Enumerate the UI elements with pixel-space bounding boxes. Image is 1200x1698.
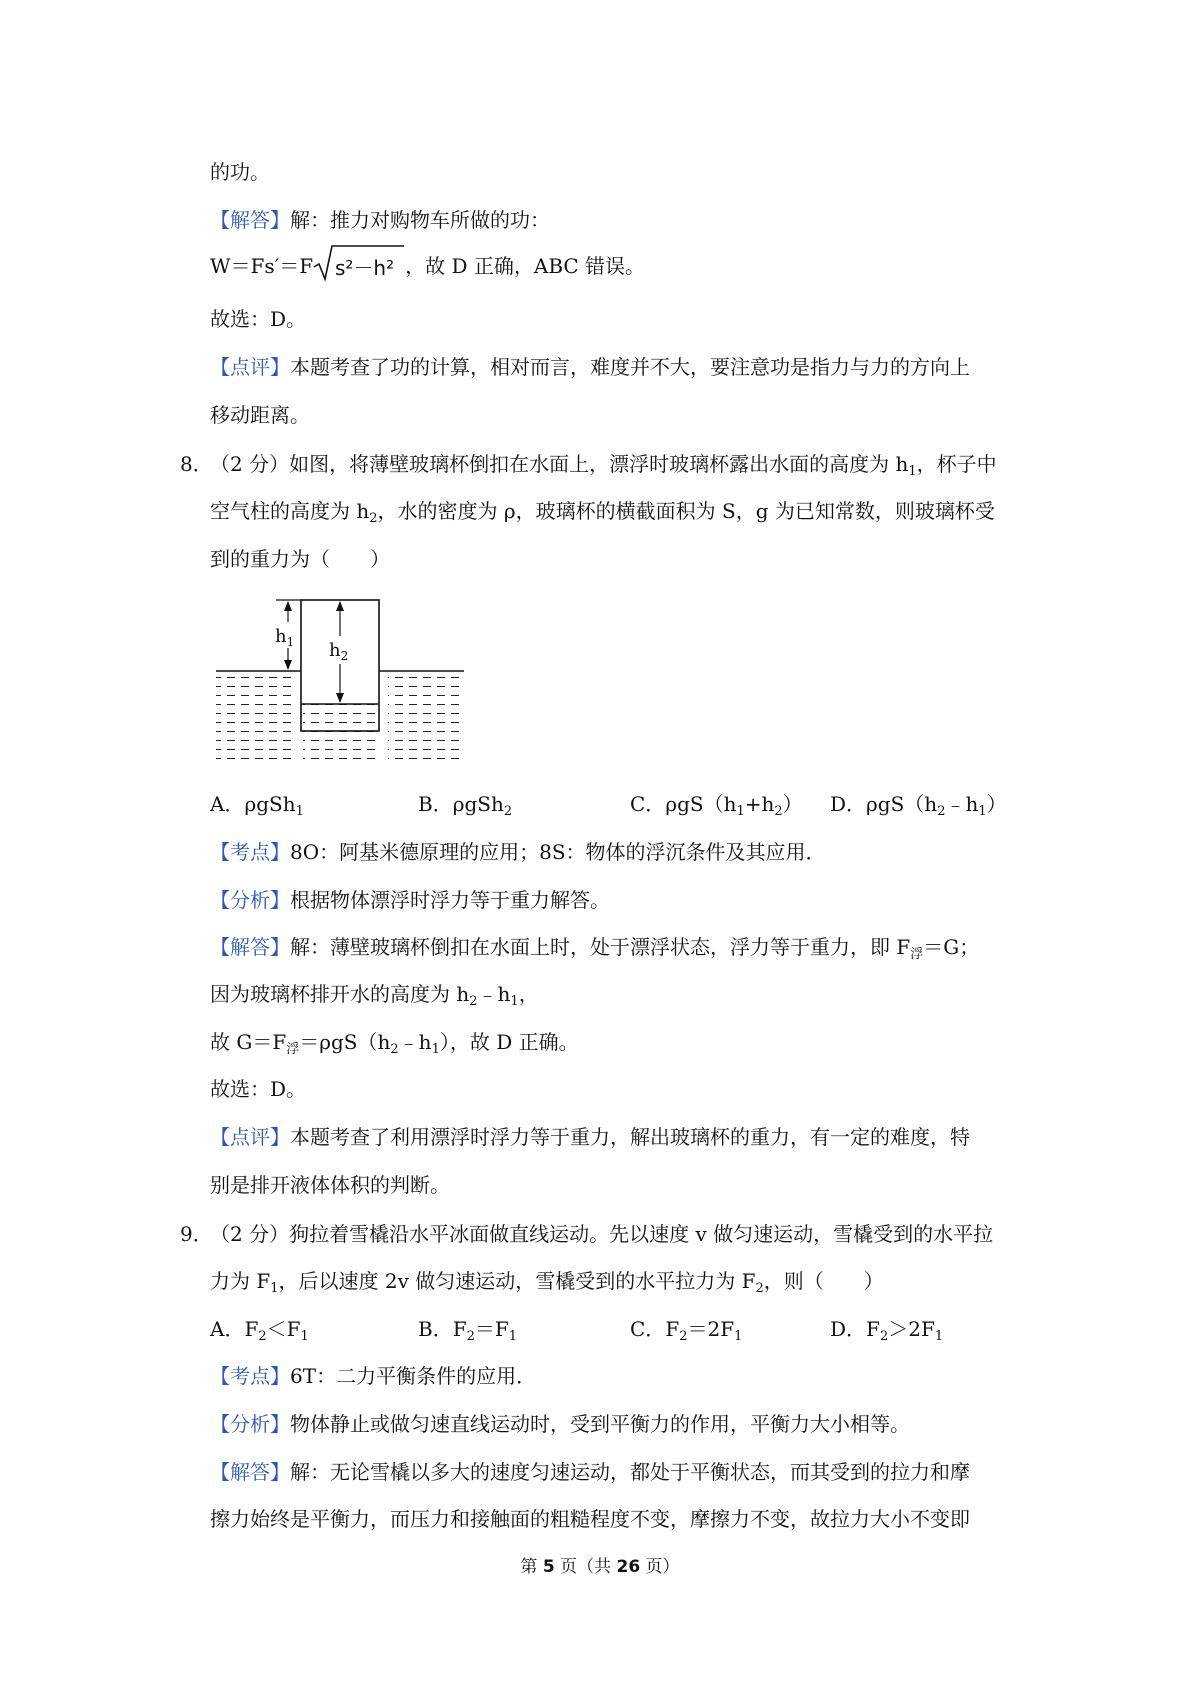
water-left: [216, 671, 292, 763]
review-tag: 【点评】: [210, 355, 290, 379]
stem-text: ，水的密度为 ρ，玻璃杯的横截面积为 S，g 为已知常数，则玻璃杯受: [377, 499, 995, 523]
analysis-tag: 【分析】: [210, 888, 290, 912]
q9-answer-2: 擦力始终是平衡力，而压力和接触面的粗糙程度不变，摩擦力不变，故拉力大小不变即: [210, 1507, 970, 1531]
q9-answer-1: 【解答】解：无论雪橇以多大的速度匀速运动，都处于平衡状态，而其受到的拉力和摩: [210, 1460, 970, 1484]
q8-choice: 故选：D。: [210, 1077, 307, 1101]
answer-tag: 【解答】: [210, 208, 290, 232]
answer-intro: 解：推力对购物车所做的功：: [290, 208, 550, 232]
option-c[interactable]: C．$F_2=2F_1$: [630, 1317, 743, 1344]
q8-analysis: [210, 886, 610, 914]
review-text: 本题考查了功的计算，相对而言，难度并不大，要注意功是指力与力的方向上: [290, 355, 970, 379]
q9-options: [210, 1315, 1030, 1345]
option-d[interactable]: D．$F_2>2F_1$: [830, 1317, 944, 1344]
page-total: 26: [616, 1557, 641, 1577]
point-text: 8O：阿基米德原理的应用；8S：物体的浮沉条件及其应用．: [290, 840, 826, 864]
q9-point: 【考点】6T：二力平衡条件的应用．: [210, 1364, 537, 1388]
q8-stem-3: 到的重力为（ ）: [210, 547, 390, 571]
point-tag: 【考点】: [210, 1364, 290, 1388]
page-footer: 第 5 页（共 26 页）: [520, 1557, 680, 1577]
q7-choice: 故选：D。: [210, 307, 307, 331]
formula-lhs: W＝Fs′＝F: [210, 254, 314, 278]
q8-review-cont: 别是排开液体体积的判断。: [210, 1173, 450, 1197]
q8-answer-2: 因为玻璃杯排开水的高度为 $h_2﹣h_1$，: [210, 982, 539, 1009]
analysis-tag: 【分析】: [210, 1412, 290, 1436]
analysis-text: 根据物体漂浮时浮力等于重力解答。: [290, 888, 610, 912]
page-number: 5: [542, 1557, 555, 1577]
formula-rest: ，故 D 正确，ABC 错误。: [405, 254, 646, 278]
answer-tag: 【解答】: [210, 1460, 290, 1484]
q8-answer-1: 【解答】解：薄壁玻璃杯倒扣在水面上时，处于漂浮状态，浮力等于重力，即 $F_浮=G$；: [210, 935, 980, 962]
q7-review: [210, 353, 970, 381]
q9-stem-2: 力为 $F_1$，后以速度 2v 做匀速运动，雪橇受到的水平拉力为 $F_2$，则（ ）: [210, 1269, 884, 1296]
q8-options: [210, 790, 1030, 820]
option-a[interactable]: A．ρgSh$_1$: [210, 792, 304, 819]
option-b[interactable]: B．$F_2=F_1$: [418, 1317, 518, 1344]
h1-arrow-down: [284, 660, 292, 670]
glass-in-water-figure: [212, 592, 466, 767]
h1-label: $h_1$: [275, 626, 295, 649]
answer-tag: 【解答】: [210, 935, 290, 959]
q8-answer-3: 故 $G=F_浮=\rho gS(h_2﹣h_1)$，故 D 正确。: [210, 1030, 579, 1057]
sqrt-sign: [313, 243, 405, 283]
option-c[interactable]: C．$\rho gS(h_1+h_2)$: [630, 792, 803, 819]
option-d[interactable]: D．$\rho gS(h_2﹣h_1)$: [830, 792, 1007, 819]
sqrt-content: s²－h²: [335, 255, 395, 280]
q7-review-cont: 移动距离。: [210, 403, 310, 427]
stem-text: 空气柱的高度为 h: [210, 499, 370, 523]
q9-analysis: 【分析】物体静止或做匀速直线运动时，受到平衡力的作用，平衡力大小相等。: [210, 1412, 910, 1436]
water-right: [388, 671, 464, 763]
option-a[interactable]: A．$F_2<F_1$: [210, 1317, 309, 1344]
q9-stem-1: （2 分）狗拉着雪橇沿水平冰面做直线运动。先以速度 v 做匀速运动，雪橇受到的水平拉: [210, 1222, 994, 1246]
q9-number: 9．: [180, 1222, 213, 1246]
h2-label: $h_2$: [329, 640, 349, 663]
stem-text: ，杯子中: [916, 452, 997, 476]
q8-review: 【点评】本题考查了利用漂浮时浮力等于重力，解出玻璃杯的重力，有一定的难度，特: [210, 1125, 970, 1149]
subscript: 1: [908, 464, 917, 479]
q7-answer: [210, 206, 550, 234]
q7-formula: [210, 252, 645, 283]
q8-stem-2: [210, 497, 995, 533]
option-b[interactable]: B．ρgSh$_2$: [418, 792, 513, 819]
continuation-text: 的功。: [210, 160, 270, 184]
stem-text: （2 分）如图，将薄壁玻璃杯倒扣在水面上，漂浮时玻璃杯露出水面的高度为 h: [210, 452, 909, 476]
point-tag: 【考点】: [210, 840, 290, 864]
q8-number: 8．: [180, 452, 213, 476]
q8-stem-1: [210, 450, 997, 486]
subscript: 2: [369, 511, 378, 526]
q8-point: [210, 838, 826, 866]
review-tag: 【点评】: [210, 1125, 290, 1149]
h1-arrow-up: [284, 601, 292, 611]
